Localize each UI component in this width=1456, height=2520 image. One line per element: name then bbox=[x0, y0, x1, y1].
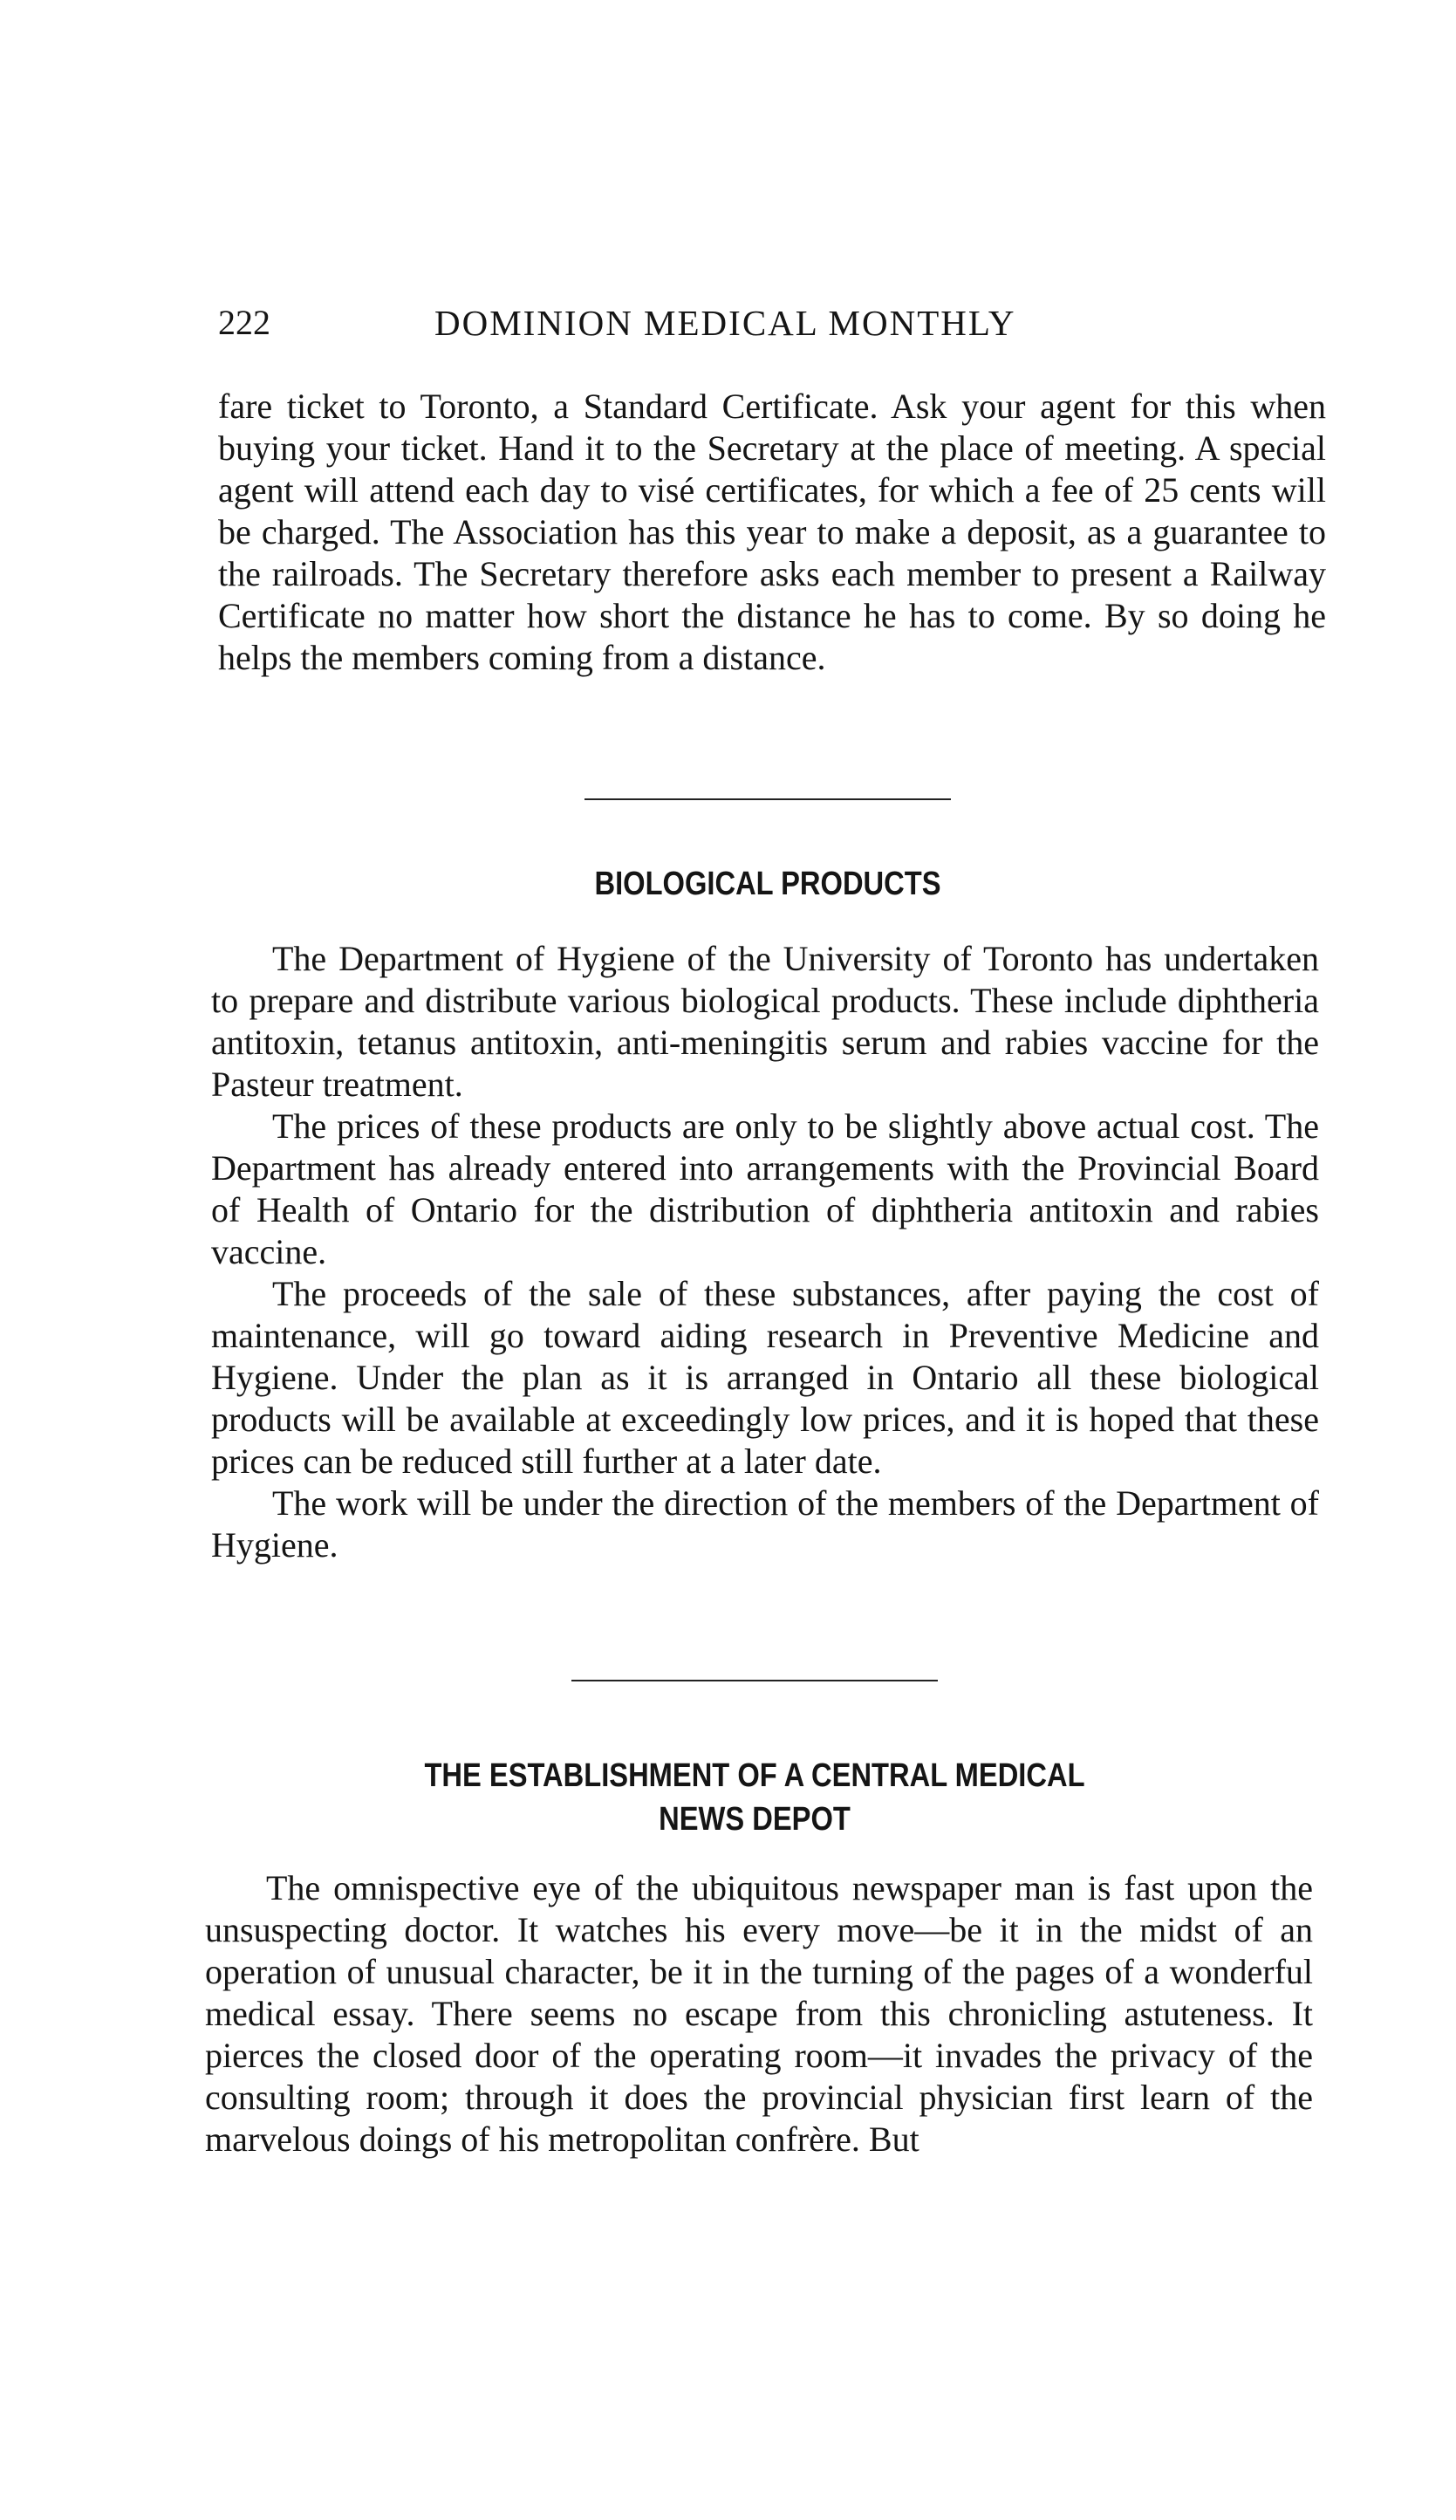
biological-products-body bbox=[211, 938, 1319, 1566]
news-depot-paragraph: The omnispective eye of the ubiquitous newspaper man is fast upon the unsuspecting doctor. It watches his every move—be it in the midst of an operation of unusual character, be it in the turning of the pages of a wonderful medical essay. There seems no escape from this chronicling astuteness. It pierces the closed door of the operating room—it invades the privacy of the consulting room; through it does the provincial physician first learn of the marvelous doings of his metropolitan confrère. But bbox=[205, 1868, 1313, 2159]
section-heading-news-depot bbox=[327, 1754, 1182, 1841]
running-head bbox=[218, 297, 1108, 349]
intro-paragraph-block bbox=[218, 386, 1326, 679]
biological-paragraph-3: The proceeds of the sale of these substances, after paying the cost of maintenance, will go toward aiding research in Preventive Medicine and Hygiene. Under the plan as it is arranged in Ontario all these biological products will be available at exceedingly low prices, and it is hoped that these prices can be reduced still further at a later date. bbox=[211, 1274, 1319, 1481]
journal-title: DOMINION MEDICAL MONTHLY bbox=[434, 303, 1016, 343]
news-depot-heading-line-1: THE ESTABLISHMENT OF A CENTRAL MEDICAL bbox=[424, 1757, 1085, 1794]
biological-paragraph-2: The prices of these products are only to be slightly above actual cost. The Department has already entered into arrangements with the Provincial Board of Health of Ontario for the distribution of diphtheria antitoxin and rabies vaccine. bbox=[211, 1106, 1319, 1271]
section-divider-2 bbox=[571, 1680, 938, 1681]
biological-paragraph-1: The Department of Hygiene of the University of Toronto has undertaken to prepare and distribute various biological products. These include diphtheria antitoxin, tetanus antitoxin, anti-meningitis serum and rabies vaccine for the Pasteur treatment. bbox=[211, 939, 1319, 1104]
intro-paragraph: fare ticket to Toronto, a Standard Certificate. Ask your agent for this when buying your ticket. Hand it to the Secretary at the place of meeting. A special agent will attend each day to visé certificates, for which a fee of 25 cents will be charged. The Association has this year to make a deposit, as a guarantee to the railroads. The Secretary therefore asks each member to present a Railway Certificate no matter how short the distance he has to come. By so doing he helps the members coming from a distance. bbox=[218, 387, 1326, 677]
section-heading-biological-products: BIOLOGICAL PRODUCTS bbox=[594, 866, 941, 902]
news-depot-heading-line-2: NEWS DEPOT bbox=[659, 1801, 851, 1838]
page-number: 222 bbox=[218, 303, 270, 342]
news-depot-body bbox=[205, 1867, 1313, 2160]
section-divider-1 bbox=[584, 798, 951, 800]
biological-paragraph-4: The work will be under the direction of the members of the Department of Hygiene. bbox=[211, 1483, 1319, 1565]
